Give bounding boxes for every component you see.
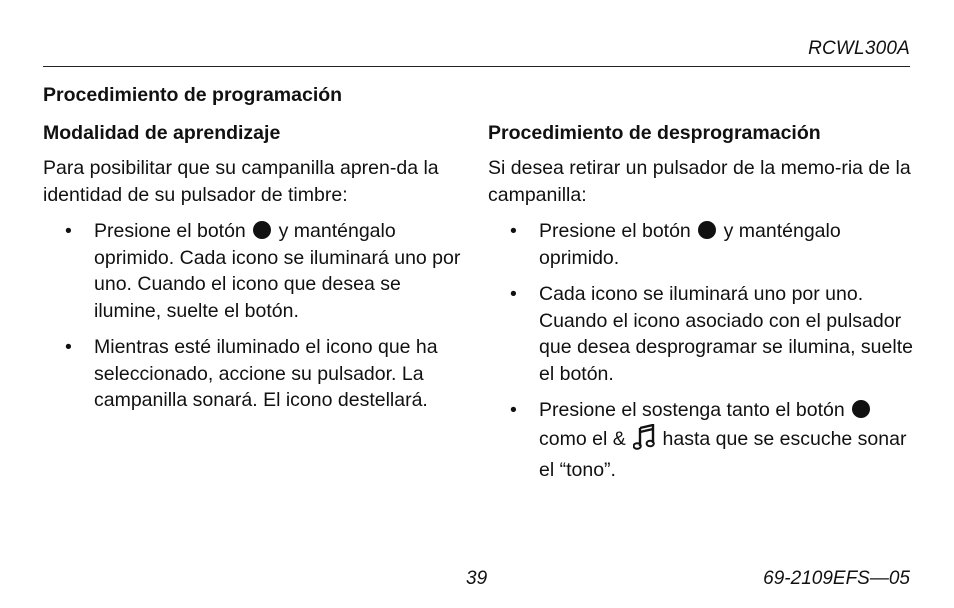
list-item <box>488 397 918 484</box>
step-text: Mientras esté iluminado el icono que ha seleccionado, accione su pulsador. La campanilla sonará. El icono destellará. <box>94 336 438 411</box>
step-text: Presione el sostenga tanto el botón <box>539 399 845 421</box>
right-column <box>488 121 918 494</box>
step-text: como el & <box>539 427 626 450</box>
document-code: 69-2109EFS—05 <box>763 568 910 589</box>
bullet: • <box>510 220 517 242</box>
left-column <box>43 121 468 424</box>
button-icon <box>698 221 716 239</box>
step-text: y manténgalo oprimido. <box>539 220 841 269</box>
model-number: RCWL300A <box>808 38 910 59</box>
unprogram-steps <box>488 218 918 484</box>
learn-mode-intro: Para posibilitar que su campanilla apren-da la identidad de su pulsador de timbre: <box>43 157 439 206</box>
step-text: Presione el botón <box>94 220 246 242</box>
bullet: • <box>65 220 72 242</box>
learn-mode-heading: Modalidad de aprendizaje <box>43 122 281 144</box>
page-number: 39 <box>466 568 488 589</box>
step-text: Cada icono se iluminará uno por uno. Cuando el icono asociado con el pulsador que desea desprogramar se ilumina, suelte el botón. <box>539 283 913 385</box>
section-heading: Procedimiento de programación <box>43 84 343 106</box>
list-item <box>488 218 918 271</box>
step-text: hasta que se escuche sonar el “tono”. <box>539 427 907 481</box>
step-text: y manténgalo oprimido. Cada icono se iluminará uno por uno. Cuando el icono que desea se ilumine, suelte el botón. <box>94 220 461 322</box>
music-note-icon <box>633 424 655 458</box>
list-item <box>43 218 468 324</box>
bullet: • <box>510 399 517 421</box>
header-rule <box>43 66 910 67</box>
list-item <box>488 281 918 387</box>
bullet: • <box>510 283 517 305</box>
unprogram-heading: Procedimiento de desprogramación <box>488 122 821 144</box>
step-text: Presione el botón <box>539 220 691 242</box>
list-item <box>43 334 468 414</box>
learn-mode-steps <box>43 218 468 414</box>
button-icon <box>253 221 271 239</box>
button-icon <box>852 400 870 418</box>
bullet: • <box>65 336 72 358</box>
unprogram-intro: Si desea retirar un pulsador de la memo-ria de la campanilla: <box>488 157 911 206</box>
